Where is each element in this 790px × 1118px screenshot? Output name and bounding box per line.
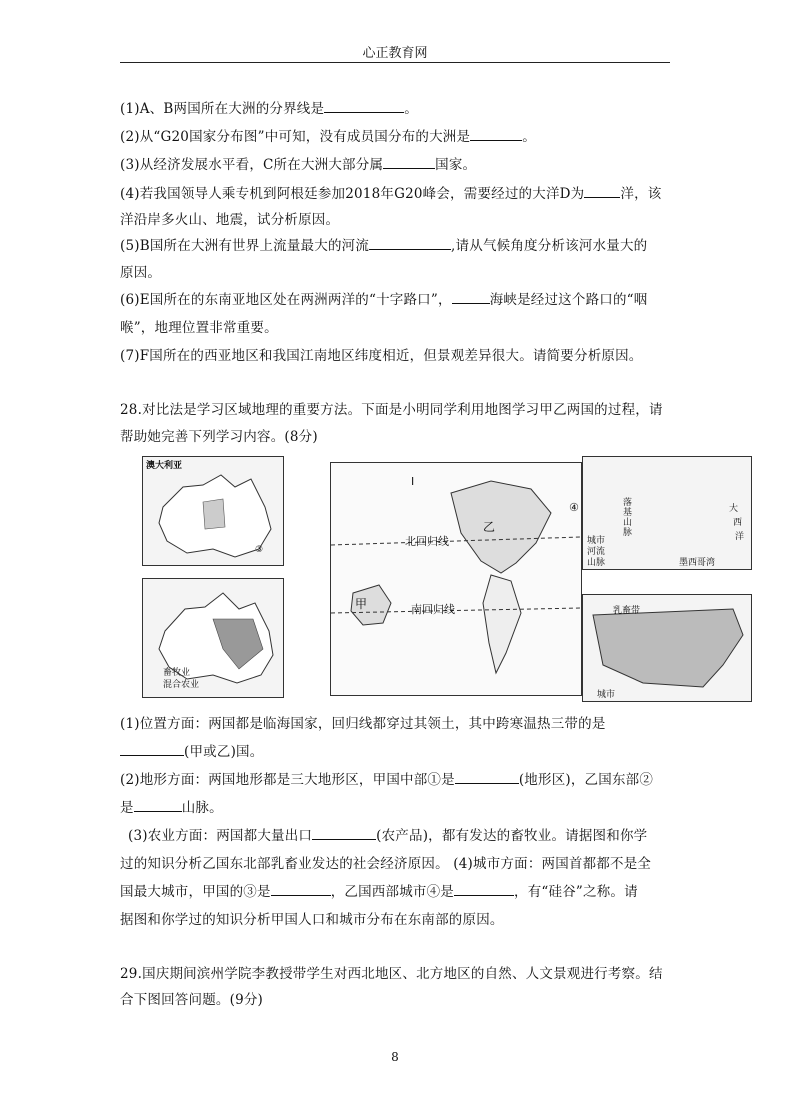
q28-item-4: 国最大城市，甲国的③是 ，乙国西部城市④是 ，有“硅谷”之称。请 xyxy=(120,884,638,900)
rocky-label-3: 山 xyxy=(623,518,633,528)
q29-intro-2: 合下图回答问题。(9分) xyxy=(120,992,264,1008)
q27-item-4: (4)若我国领导人乘专机到阿根廷参加2018年G20峰会，需要经过的大洋D为 洋，该 xyxy=(120,186,662,202)
usa-agriculture-map xyxy=(582,594,752,702)
q28-item-3: (3)农业方面：两国都大量出口 (农产品)，都有发达的畜牧业。请据图和你学 xyxy=(128,828,648,844)
q28-item-2: (2)地形方面：两国地形都是三大地形区，甲国中部①是 (地形区)，乙国东部② xyxy=(120,772,654,788)
q28-item-1-cont: (甲或乙)国。 xyxy=(120,740,263,760)
page-number: 8 xyxy=(391,1050,399,1064)
rocky-label-1: 落 xyxy=(623,498,633,508)
world-map xyxy=(330,462,582,696)
q27-item-7: (7)F国所在的西亚地区和我国江南地区纬度相近，但景观差异很大。请简要分析原因。 xyxy=(120,348,643,364)
legend-city-2: 城市 xyxy=(597,690,616,700)
country-jia-label: 甲 xyxy=(355,597,368,611)
q27-item-6: (6)E国所在的东南亚地区处在两洲两洋的“十字路口”， 海峡是经过这个路口的“咽 xyxy=(120,292,648,308)
legend-mountain: 山脉 xyxy=(587,558,606,568)
tropic-of-cancer-label: 北回归线 xyxy=(405,535,449,548)
rocky-label-4: 脉 xyxy=(623,528,633,538)
q27-item-3: (3)从经济发展水平看，C所在大洲大部分属 国家。 xyxy=(120,157,477,173)
q28-item-4-cont: 据图和你学过的知识分析甲国人口和城市分布在东南部的原因。 xyxy=(120,912,504,928)
usa-agri-shape-icon xyxy=(583,595,751,701)
aus-legend-pastoral: 畜牧业 xyxy=(163,668,191,678)
q28-item-3-cont: 过的知识分析乙国东北部乳畜业发达的社会经济原因。 (4)城市方面：两国首都都不是全 xyxy=(120,856,652,872)
australia-map-title: 澳大利亚 xyxy=(146,461,183,471)
australia-agriculture-map xyxy=(142,578,284,698)
q27-item-2: (2)从“G20国家分布图”中可知，没有成员国分布的大洲是 。 xyxy=(120,129,536,145)
city-3-marker: ③ xyxy=(255,545,264,555)
q29-intro-1: 29.国庆期间滨州学院李教授带学生对西北地区、北方地区的自然、人文景观进行考察。结 xyxy=(120,966,663,982)
marker-i: I xyxy=(411,475,415,488)
q27-item-5-cont: 原因。 xyxy=(120,265,162,281)
q27-item-5: (5)B国所在大洲有世界上流量最大的河流 ,请从气候角度分析该河水量大的 xyxy=(120,238,648,254)
usa-terrain-map xyxy=(569,456,752,570)
tropic-of-capricorn-label: 南回归线 xyxy=(411,603,455,616)
q27-item-6-cont: 喉”，地理位置非常重要。 xyxy=(120,320,278,336)
q28-item-1: (1)位置方面：两国都是临海国家，回归线都穿过其领土，其中跨寒温热三带的是 xyxy=(120,716,606,732)
australia-terrain-map xyxy=(142,456,284,566)
header-rule xyxy=(120,62,670,63)
rocky-label-2: 基 xyxy=(623,508,633,518)
q27-item-4-cont: 洋沿岸多火山、地震，试分析原因。 xyxy=(120,212,340,228)
city-4-marker: ④ xyxy=(569,501,579,514)
q28-map-figure xyxy=(120,450,770,710)
legend-river: 河流 xyxy=(587,547,606,557)
page-header: 心正教育网 xyxy=(362,46,428,61)
atlantic-label-1: 大 xyxy=(729,504,739,514)
legend-city: 城市 xyxy=(587,536,606,546)
atlantic-label-2: 西 xyxy=(733,518,743,528)
q28-item-2-cont: 是 山脉。 xyxy=(120,800,223,816)
aus-legend-mixed: 混合农业 xyxy=(163,680,200,690)
world-map-shape-icon xyxy=(331,463,581,695)
gulf-of-mexico-label: 墨西哥湾 xyxy=(679,558,716,568)
dairy-belt-label: 乳畜带 xyxy=(613,606,641,616)
country-yi-label: 乙 xyxy=(483,520,496,534)
q28-intro-2: 帮助她完善下列学习内容。(8分) xyxy=(120,429,318,445)
q27-item-1: (1)A、B两国所在大洲的分界线是 。 xyxy=(120,101,418,117)
q28-intro-1: 28.对比法是学习区域地理的重要方法。下面是小明同学利用地图学习甲乙两国的过程，请 xyxy=(120,402,663,418)
atlantic-label-3: 洋 xyxy=(735,532,745,542)
